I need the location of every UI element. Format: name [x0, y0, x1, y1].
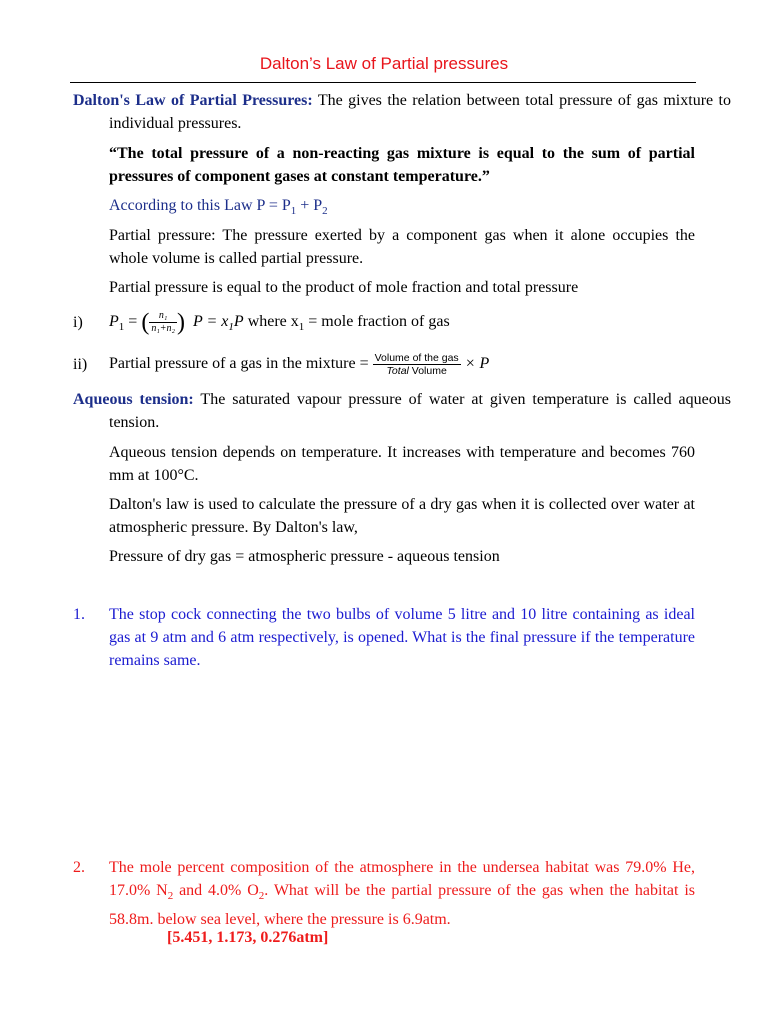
equation-2: [109, 345, 695, 383]
eq2-tail: × P: [460, 355, 490, 372]
partial-pressure-definition: Partial pressure: The pressure exerted by a component gas when it alone occupies the whole volume is called partial pressure.: [109, 227, 695, 267]
q2-part-c: . What will be the partial pressure of the gas when the habitat is 58.8m. below sea level, where the pressure is 6.9atm.: [109, 882, 695, 929]
aqueous-temperature: Aqueous tension depends on temperature. It increases with temperature and becomes 760 mm at 100°C.: [109, 444, 695, 484]
eq1-where-end: = mole fraction of gas: [304, 313, 450, 330]
eq2-denominator-italic: Total: [386, 364, 409, 377]
aqueous-tension-paragraph: [73, 388, 731, 434]
eq1-where: where x: [243, 313, 299, 330]
law-mid: + P: [296, 197, 323, 214]
eq1-lhs: P: [109, 313, 119, 330]
dry-gas-formula: Pressure of dry gas = atmospheric pressure - aqueous tension: [109, 548, 500, 565]
eq1-rhs-end: P: [233, 313, 244, 330]
equation-1-label: i): [73, 314, 83, 331]
aqueous-definition: The saturated vapour pressure of water at given temperature is called aqueous tension.: [109, 391, 731, 431]
eq2-numerator: Volume of the gas: [374, 351, 459, 364]
question-2-number: 2.: [73, 859, 85, 876]
eq1-open-paren: (: [141, 309, 150, 336]
title-rule: [70, 82, 696, 83]
q2-sub-2: 2: [258, 890, 265, 903]
equation-1: [109, 303, 695, 346]
question-1-text: The stop cock connecting the two bulbs of volume 5 litre and 10 litre containing as ideal gas at 9 atm and 6 atm respectively, is opened. What is the final pressure if the temperature remains same.: [109, 606, 695, 669]
law-equation: [109, 194, 695, 223]
eq1-fraction: [149, 310, 177, 335]
eq1-rhs-sub: 1: [228, 321, 234, 334]
q2-sub-1: 2: [167, 890, 174, 903]
eq1-close-paren: ): [177, 309, 186, 336]
law-sub-2: 2: [322, 205, 328, 218]
eq1-equals: =: [124, 313, 142, 330]
eq1-lhs-sub: 1: [118, 321, 125, 334]
law-sub-1: 1: [290, 205, 297, 218]
dalton-use: Dalton's law is used to calculate the pressure of a dry gas when it is collected over water at atmospheric pressure. By Dalton's law,: [109, 496, 695, 536]
intro-paragraph: [73, 89, 731, 135]
intro-term: Dalton's Law of Partial Pressures:: [73, 92, 313, 109]
page-title: Dalton’s Law of Partial pressures: [259, 54, 509, 73]
partial-pressure-product: Partial pressure is equal to the product of mole fraction and total pressure: [109, 279, 579, 296]
question-2-text: [109, 856, 695, 931]
intro-definition: The gives the relation between total pressure of gas mixture to individual pressures.: [109, 92, 731, 132]
eq1-denominator: n₁+n₂: [151, 322, 176, 334]
aqueous-term: Aqueous tension:: [73, 391, 194, 408]
q2-part-b: and 4.0% O: [173, 882, 259, 899]
eq1-numerator: n₁: [149, 310, 177, 323]
eq1-rhs: P = x: [193, 313, 229, 330]
question-1-number: 1.: [73, 606, 85, 623]
eq2-denominator: Volume: [408, 364, 447, 377]
law-statement: “The total pressure of a non-reacting gas mixture is equal to the sum of partial pressures of component gases at constant temperature.”: [109, 145, 695, 185]
equation-2-label: ii): [73, 356, 88, 373]
law-prefix: According to this Law P = P: [109, 197, 291, 214]
eq2-text: Partial pressure of a gas in the mixture =: [109, 355, 373, 372]
q2-part-a: The mole percent composition of the atmosphere in the undersea habitat was 79.0% He, 17.0% N: [109, 859, 695, 899]
question-2-answer: [5.451, 1.173, 0.276atm]: [167, 929, 329, 946]
eq1-where-sub: 1: [298, 321, 305, 334]
eq2-fraction: [373, 352, 461, 377]
